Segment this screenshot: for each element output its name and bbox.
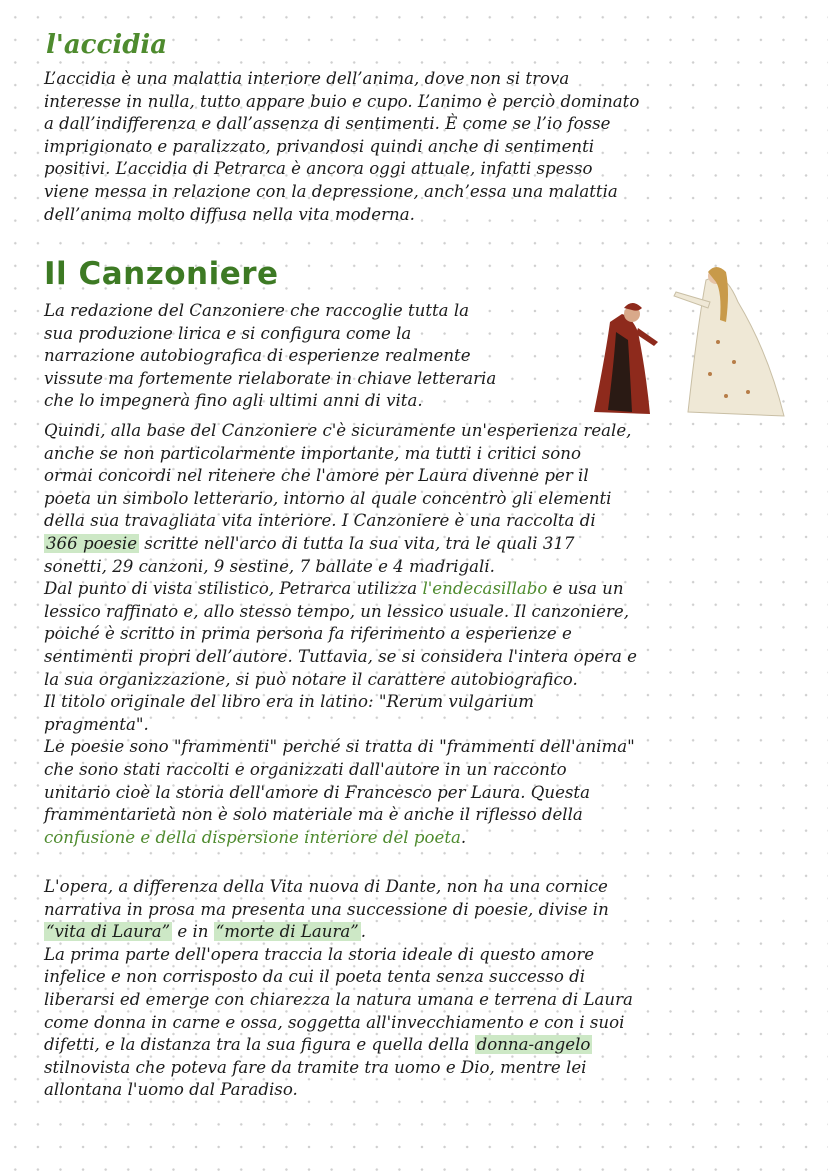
text-line: sua produzione lirica e si configura come la	[44, 323, 412, 343]
text-line: L’accidia è una malattia interiore dell’anima, dove non si trova	[44, 69, 570, 88]
highlight-donna-angelo: donna-angelo	[476, 1035, 591, 1055]
text-line: poiché è scritto in prima persona fa riferimento a esperienze e	[44, 624, 572, 644]
text-line: che sono stati raccolti e organizzati dall'autore in un racconto	[44, 759, 567, 779]
text-line: narrazione autobiografica di esperienze realmente	[44, 346, 471, 366]
text-line: interesse in nulla, tutto appare buio e cupo. L’animo è perciò dominato	[44, 91, 640, 111]
text-line: poeta un simbolo letterario, intorno al quale concentrò gli elementi	[44, 488, 612, 508]
text-line: stilnovista che poteva fare da tramite tra uomo e Dio, mentre lei	[44, 1057, 587, 1077]
canzoniere-intro	[44, 300, 589, 413]
text-span: difetti, e la distanza tra la sua figura e quella della	[44, 1035, 475, 1055]
text-line: ormai concordi nel ritenere che l'amore per Laura divenne per il	[44, 466, 589, 486]
text-line: allontana l'uomo dal Paradiso.	[44, 1080, 298, 1100]
text-line: Il titolo originale del libro era in latino: "Rerum vulgarium	[44, 692, 534, 712]
text-line: vissute ma fortemente rielaborate in chiave letteraria	[44, 368, 497, 388]
accidia-paragraph	[44, 68, 794, 226]
laura-figure	[674, 267, 784, 416]
confusione-phrase: confusione e della dispersione interiore del poeta	[44, 827, 461, 847]
text-line: positivi. L’accidia di Petrarca è ancora oggi attuale, infatti spesso	[44, 159, 593, 179]
text-line: Quindi, alla base del Canzoniere c'è sicuramente un'esperienza reale,	[44, 421, 632, 440]
text-line: viene messa in relazione con la depressione, anch’essa una malattia	[44, 181, 618, 201]
text-line: Le poesie sono "frammenti" perché si tratta di "frammenti dell'anima"	[44, 737, 635, 757]
text-line: pragmenta".	[44, 714, 149, 734]
text-line: narrativa in prosa ma presenta una successione di poesie, divise in	[44, 899, 609, 919]
text-line: della sua travagliata vita interiore. I Canzoniere è una raccolta di	[44, 511, 596, 531]
petrarca-laura-illustration	[588, 262, 788, 420]
text-line: L'opera, a differenza della Vita nuova di Dante, non ha una cornice	[44, 877, 608, 896]
opera-paragraph	[44, 876, 794, 1102]
text-line: La prima parte dell'opera traccia la storia ideale di questo amore	[44, 944, 595, 964]
text-span: .	[360, 922, 367, 942]
text-line: infelice e non corrisposto da cui il poeta tenta senza successo di	[44, 967, 586, 987]
text-span: e in	[172, 922, 214, 942]
text-line: frammentarietà non è solo materiale ma è anche il riflesso della	[44, 805, 583, 825]
highlight-vita-di-laura: “vita di Laura”	[46, 922, 171, 942]
text-line: che lo impegnerà fino agli ultimi anni di vita.	[44, 391, 423, 411]
text-line	[44, 578, 794, 601]
text-line: La redazione del Canzoniere che raccoglie tutta la	[44, 301, 470, 320]
text-line: anche se non particolarmente importante, ma tutti i critici sono	[44, 443, 581, 463]
text-line: come donna in carne e ossa, soggetta all'invecchiamento e con i suoi	[44, 1012, 625, 1032]
text-line	[44, 1034, 794, 1057]
text-line: sentimenti propri dell’autore. Tuttavia, se si considera l'intera opera e	[44, 646, 637, 666]
petrarca-figure	[594, 303, 658, 414]
highlight-366-poesie: 366 poesie	[46, 533, 138, 553]
text-line: liberarsi ed emerge con chiarezza la natura umana e terrena di Laura	[44, 989, 633, 1009]
text-span: Dal punto di vista stilistico, Petrarca utilizza	[44, 579, 423, 599]
text-line: imprigionato e paralizzato, privandosi quindi anche di sentimenti	[44, 136, 595, 156]
text-line	[44, 921, 794, 944]
text-line: unitario cioè la storia dell'amore di Francesco per Laura. Questa	[44, 782, 590, 802]
text-line: lessico raffinato e, allo stesso tempo, un lessico usuale. Il canzoniere,	[44, 601, 629, 621]
text-line: sonetti, 29 canzoni, 9 sestine, 7 ballate e 4 madrigali.	[44, 556, 495, 576]
endecasillabo-term: l'endecasillabo	[422, 579, 548, 599]
highlight-morte-di-laura: “morte di Laura”	[215, 922, 359, 942]
text-line	[44, 533, 794, 556]
canzoniere-title: Il Canzoniere	[44, 256, 279, 292]
text-line	[44, 827, 794, 850]
text-line: a dall’indifferenza e dall’assenza di sentimenti. È come se l’io fosse	[44, 114, 611, 134]
accidia-title: l'accidia	[46, 30, 168, 60]
text-span: scritte nell'arco di tutta la sua vita, tra le quali 317	[139, 533, 575, 553]
text-span: .	[460, 827, 467, 847]
text-span: e usa un	[547, 579, 624, 599]
canzoniere-body	[44, 420, 794, 849]
text-line: la sua organizzazione, si può notare il carattere autobiografico.	[44, 669, 578, 689]
text-line: dell’anima molto diffusa nella vita moderna.	[44, 204, 415, 224]
